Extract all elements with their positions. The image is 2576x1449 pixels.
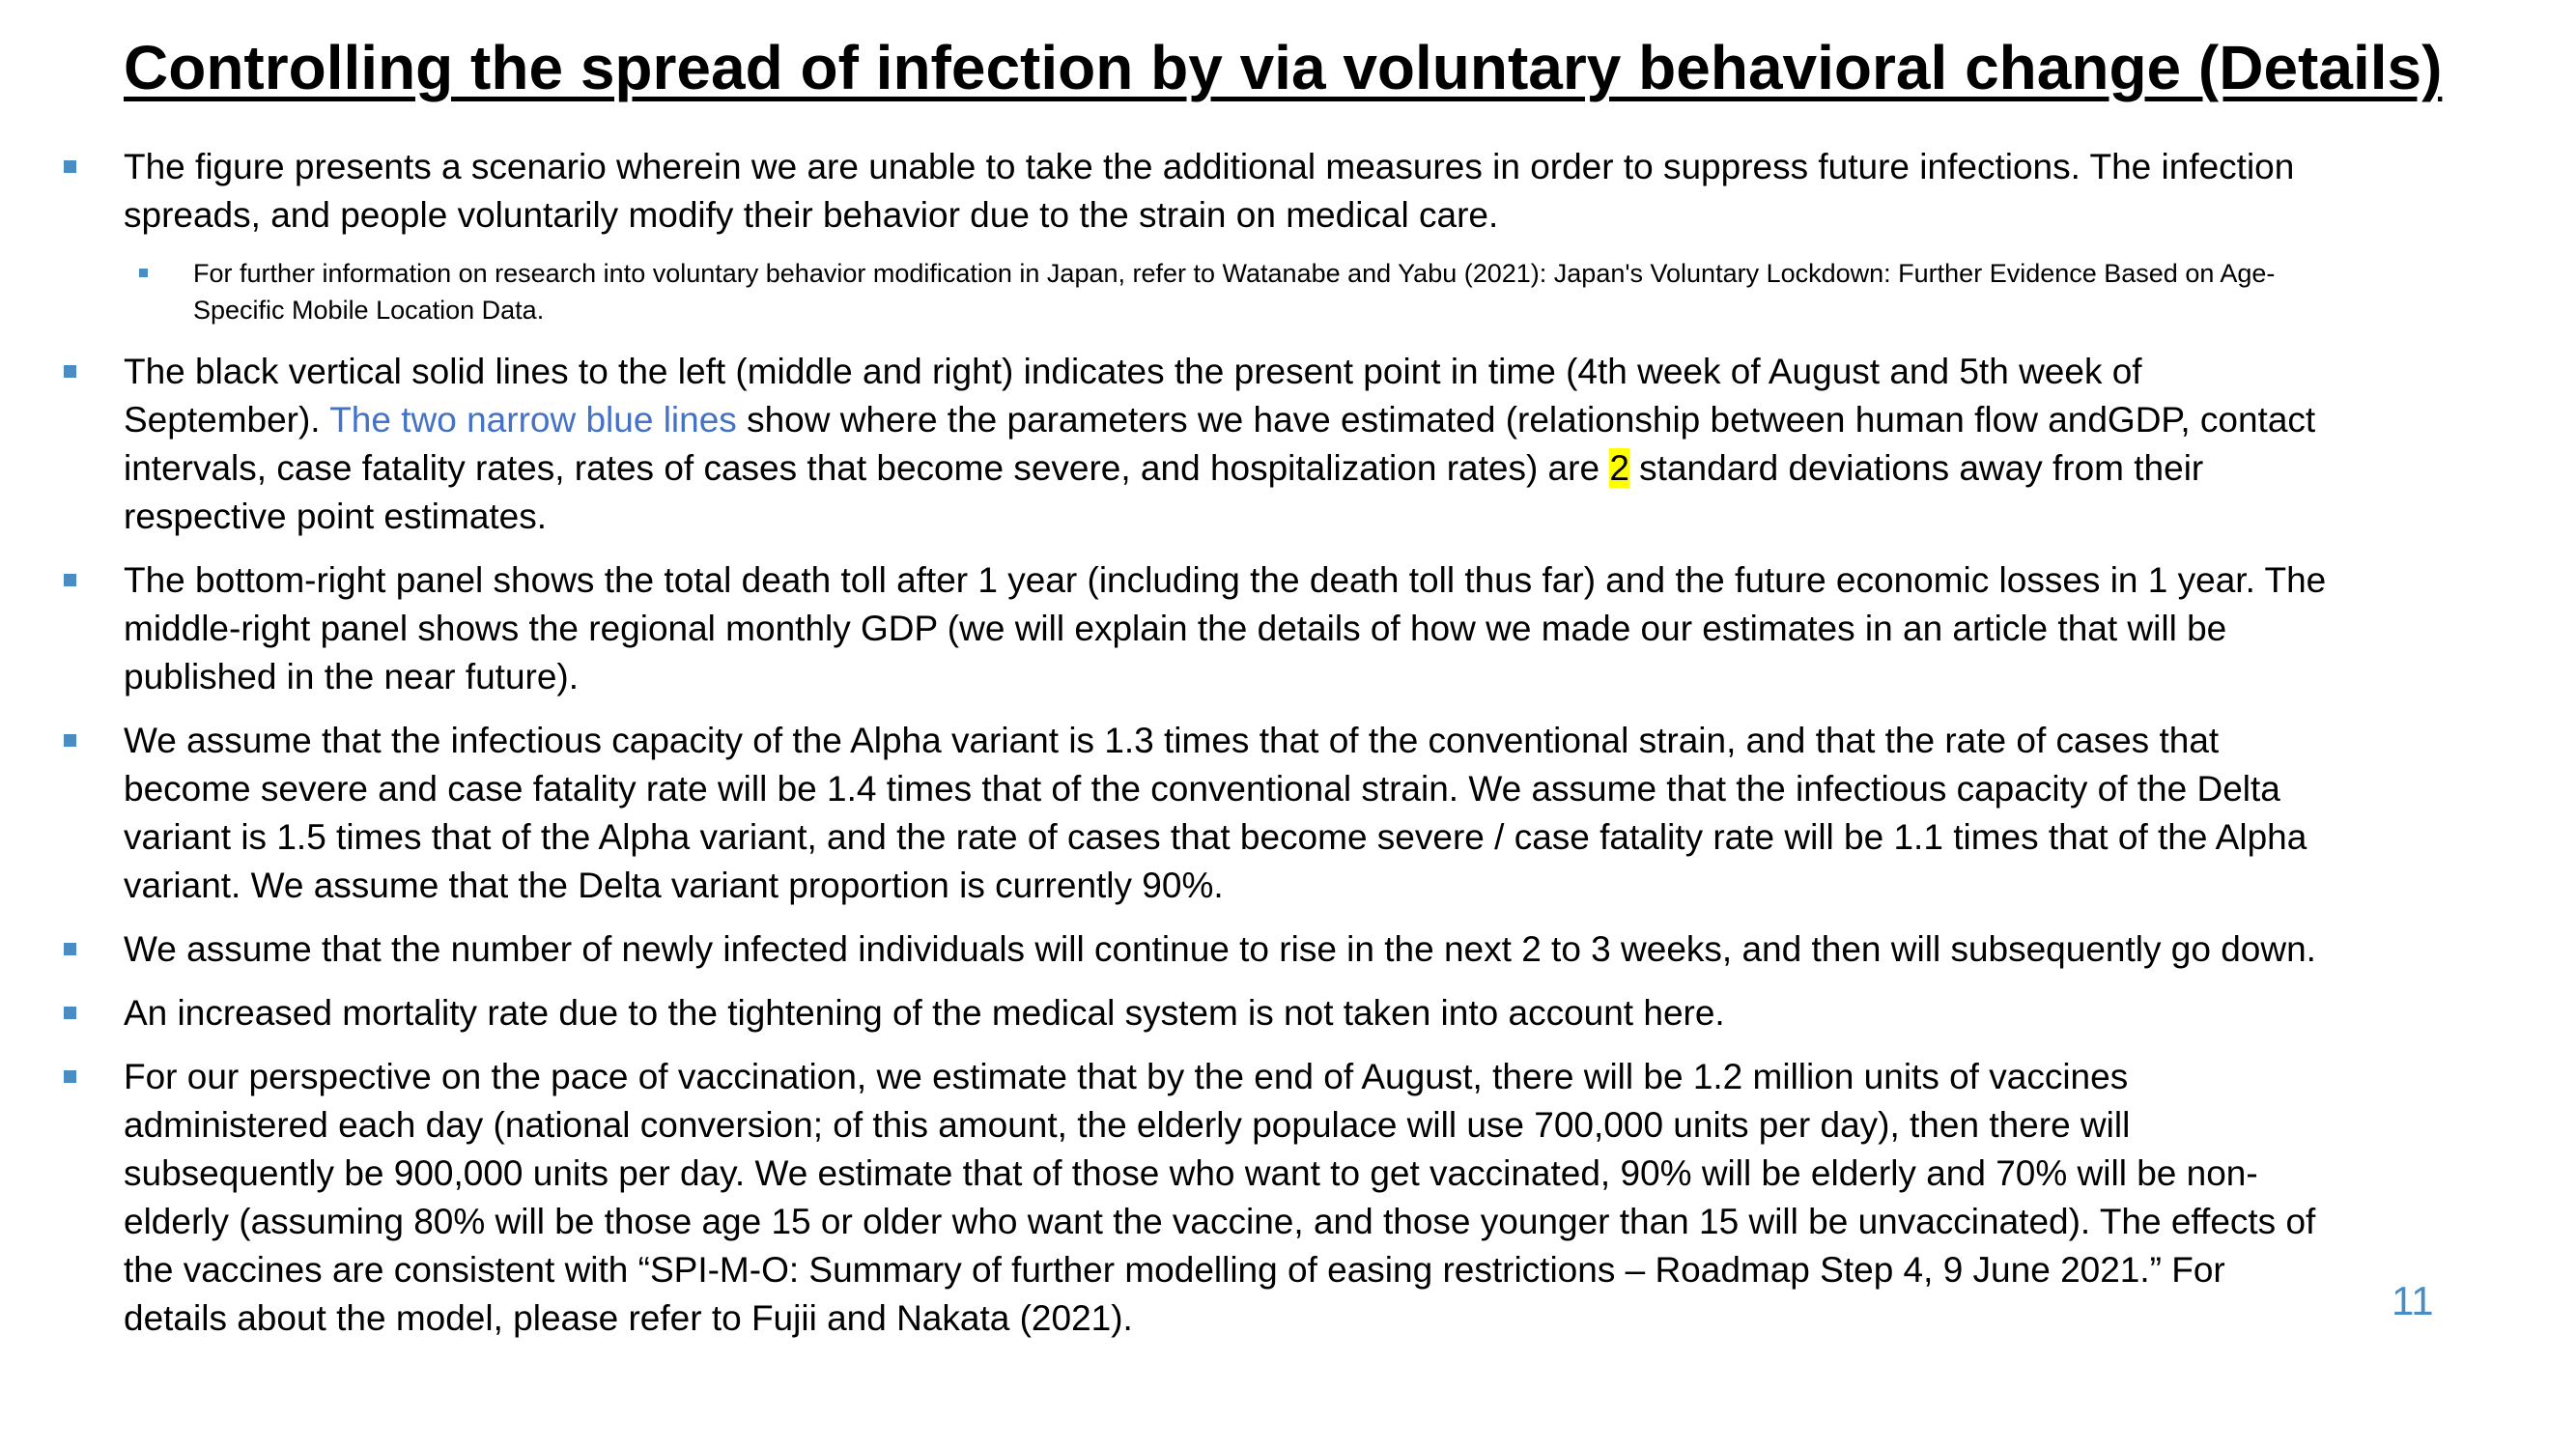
bullet-text: The bottom-right panel shows the total death toll after 1 year (including the death toll thus far) and the future economic losses in 1 year. The middle-right panel shows the regional monthly GDP (we will explain the details of how we made our estimates in an article that will be published in the near future).	[124, 560, 2327, 696]
slide-title: Controlling the spread of infection by via voluntary behavioral change (Details)	[124, 33, 2443, 102]
square-bullet-icon	[64, 574, 76, 586]
bullet-list	[124, 143, 2335, 1358]
square-bullet-icon	[64, 1070, 76, 1083]
square-bullet-icon	[139, 269, 148, 277]
bullet-text: The figure presents a scenario wherein we are unable to take the additional measures in order to suppress future infections. The infection spreads, and people voluntarily modify their behavior due to the strain on medical care.	[124, 147, 2295, 235]
square-bullet-icon	[64, 160, 76, 173]
square-bullet-icon	[64, 365, 76, 378]
bullet-item-panels	[124, 556, 2335, 701]
bullet-item-vaccination	[124, 1053, 2335, 1343]
square-bullet-icon	[64, 734, 76, 747]
bullet-item-mortality	[124, 989, 2335, 1037]
sub-bullet-item-reference	[193, 255, 2335, 328]
bullet-item-scenario	[124, 143, 2335, 240]
bullet-text-part2: show where the parameters we have estimated (relationship between human flow andGDP, contact intervals, case fatality rates, rates of cases that become severe, and hospitalization rates) are	[124, 400, 2316, 488]
bullet-text: We assume that the number of newly infected individuals will continue to rise in the next 2 to 3 weeks, and then will subsequently go down.	[124, 929, 2316, 969]
blue-lines-text: The two narrow blue lines	[329, 400, 737, 440]
page-number: 11	[2392, 1278, 2434, 1323]
bullet-item-variants	[124, 717, 2335, 910]
bullet-text: We assume that the infectious capacity of the Alpha variant is 1.3 times that of the conventional strain, and that the rate of cases that become severe and case fatality rate will be 1.4 times that of the conventional strain. We assume that the infectious capacity of the Delta variant is 1.5 times that of the Alpha variant, and the rate of cases that become severe / case fatality rate will be 1.1 times that of the Alpha variant. We assume that the Delta variant proportion is currently 90%.	[124, 721, 2307, 905]
highlighted-number: 2	[1609, 448, 1629, 488]
bullet-item-new-infections	[124, 925, 2335, 974]
bullet-text-part3: standard deviations away from their respective point estimates.	[124, 448, 2204, 536]
square-bullet-icon	[64, 943, 76, 955]
sub-bullet-text: For further information on research into voluntary behavior modification in Japan, refer to Watanabe and Yabu (2021): Japan's Voluntary Lockdown: Further Evidence Based on Age-Specific Mobile Location Data.	[193, 259, 2276, 325]
bullet-text-part1: The black vertical solid lines to the left (middle and right) indicates the present point in time (4th week of August and 5th week of September).	[124, 352, 2142, 440]
bullet-item-vertical-lines	[124, 348, 2335, 541]
bullet-text: For our perspective on the pace of vaccination, we estimate that by the end of August, there will be 1.2 million units of vaccines administered each day (national conversion; of this amount, the elderly populace will use 700,000 units per day), then there will subsequently be 900,000 units per day. We estimate that of those who want to get vaccinated, 90% will be elderly and 70% will be non-elderly (assuming 80% will be those age 15 or older who want the vaccine, and those younger than 15 will be unvaccinated). The effects of the vaccines are consistent with “SPI-M-O: Summary of further modelling of easing restrictions – Roadmap Step 4, 9 June 2021.” For details about the model, please refer to Fujii and Nakata (2021).	[124, 1057, 2316, 1338]
square-bullet-icon	[64, 1007, 76, 1019]
bullet-text: An increased mortality rate due to the tightening of the medical system is not taken into account here.	[124, 993, 1725, 1033]
